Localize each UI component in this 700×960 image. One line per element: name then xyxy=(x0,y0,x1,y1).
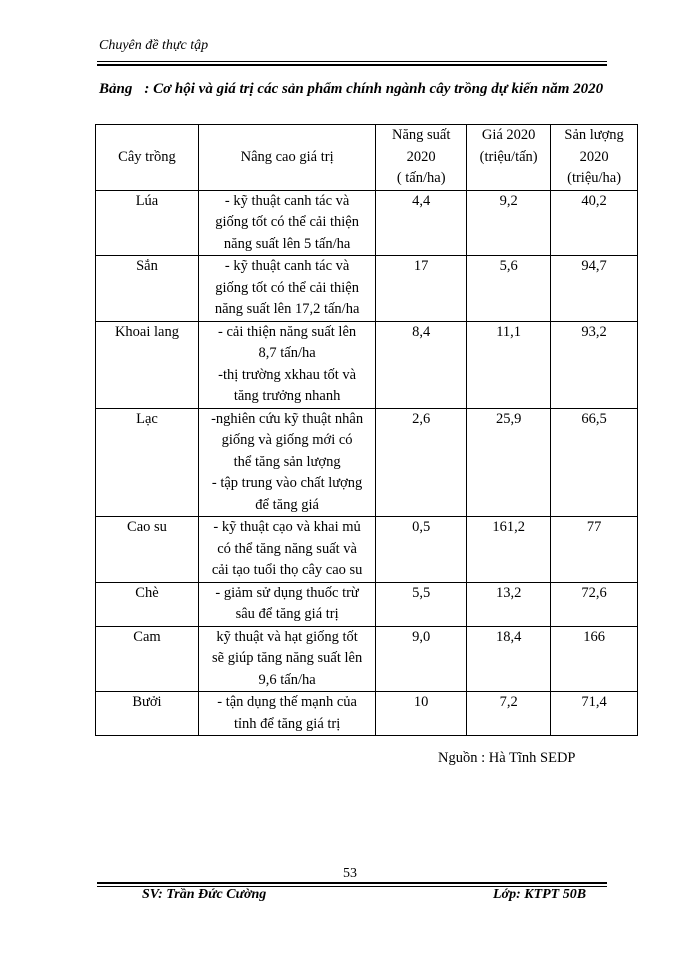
table-row xyxy=(96,190,638,256)
value-add-line: -nghiên cứu kỹ thuật nhân xyxy=(211,410,364,427)
cell-price: 25,9 xyxy=(467,408,551,517)
running-header-title: Chuyên đề thực tập xyxy=(99,38,209,53)
value-add-line: - cải thiện năng suất lên xyxy=(218,323,357,340)
value-add-line: - tập trung vào chất lượng xyxy=(211,475,363,491)
cell-output: 94,7 xyxy=(551,256,638,322)
value-add-line: sẽ giúp tăng năng suất lên xyxy=(212,650,363,666)
value-add-line: sâu để tăng giá trị xyxy=(235,606,339,622)
value-add-line: tỉnh để tăng giá trị xyxy=(233,715,341,732)
cell-crop: Cao su xyxy=(96,517,199,583)
cell-output: 66,5 xyxy=(551,408,638,517)
value-add-line: - giảm sử dụng thuốc trừ xyxy=(215,584,359,601)
cell-output: 77 xyxy=(551,517,638,583)
cell-crop: Bưởi xyxy=(96,692,199,736)
table-row xyxy=(96,517,638,583)
value-add-line: - kỹ thuật cạo và khai mủ xyxy=(213,519,361,535)
table-row xyxy=(96,256,638,322)
cell-value-add xyxy=(198,692,375,736)
cell-output: 93,2 xyxy=(551,321,638,408)
cell-crop: Chè xyxy=(96,582,199,626)
table-row xyxy=(96,321,638,408)
table-caption xyxy=(99,79,619,100)
header-price-line: (triệu/tấn) xyxy=(479,148,538,165)
value-add-line: giống tốt có thể cải thiện xyxy=(215,214,359,230)
value-add-line: giống và giống mới có xyxy=(221,432,353,448)
cell-value-add xyxy=(198,190,375,256)
cell-yield: 0,5 xyxy=(376,517,467,583)
value-add-line: - kỹ thuật canh tác và xyxy=(224,258,350,274)
table-row xyxy=(96,626,638,692)
source-note: Nguồn : Hà Tĩnh SEDP xyxy=(438,750,576,766)
cell-value-add xyxy=(198,626,375,692)
table-body xyxy=(96,190,638,736)
value-add-line: có thể tăng năng suất và xyxy=(217,540,357,557)
value-add-line: để tăng giá xyxy=(255,496,319,513)
cell-crop: Khoai lang xyxy=(96,321,199,408)
cell-crop: Sắn xyxy=(96,256,199,322)
value-add-line: 9,6 tấn/ha xyxy=(258,671,316,688)
header-price xyxy=(467,125,551,191)
cell-output: 40,2 xyxy=(551,190,638,256)
cell-yield: 8,4 xyxy=(376,321,467,408)
cell-output: 166 xyxy=(551,626,638,692)
value-add-line: - kỹ thuật canh tác và xyxy=(224,192,350,209)
cell-crop: Cam xyxy=(96,626,199,692)
crop-value-table xyxy=(95,124,638,736)
cell-price: 5,6 xyxy=(467,256,551,322)
cell-price: 9,2 xyxy=(467,190,551,256)
page-number: 53 xyxy=(343,866,357,881)
value-add-line: -thị trường xkhau tốt và xyxy=(218,366,357,383)
value-add-line: tăng trưởng nhanh xyxy=(233,388,341,404)
header-output-line: (triệu/ha) xyxy=(567,170,622,186)
header-yield-line: ( tấn/ha) xyxy=(396,170,446,186)
header-output-line: Sản lượng xyxy=(564,127,624,143)
footer-rule-thick xyxy=(97,882,607,884)
cell-value-add xyxy=(198,582,375,626)
header-yield xyxy=(376,125,467,191)
cell-price: 11,1 xyxy=(467,321,551,408)
value-add-line: giống tốt có thể cải thiện xyxy=(215,279,359,296)
table-row xyxy=(96,408,638,517)
cell-value-add xyxy=(198,256,375,322)
cell-output: 72,6 xyxy=(551,582,638,626)
value-add-line: năng suất lên 17,2 tấn/ha xyxy=(214,301,360,317)
cell-price: 18,4 xyxy=(467,626,551,692)
cell-value-add xyxy=(198,408,375,517)
cell-price: 13,2 xyxy=(467,582,551,626)
cell-crop: Lúa xyxy=(96,190,199,256)
cell-price: 161,2 xyxy=(467,517,551,583)
header-value-add: Nâng cao giá trị xyxy=(198,125,375,191)
footer-class: Lớp: KTPT 50B xyxy=(493,887,587,902)
header-rule-thin xyxy=(97,61,607,62)
header-yield-line: Năng suất xyxy=(391,127,451,143)
header-output xyxy=(551,125,638,191)
table-row xyxy=(96,582,638,626)
header-rule-thick xyxy=(97,64,607,66)
value-add-line: cải tạo tuổi thọ cây cao su xyxy=(211,562,363,578)
header-yield-line: 2020 xyxy=(406,148,436,165)
value-add-line: kỹ thuật và hạt giống tốt xyxy=(216,628,358,645)
value-add-line: năng suất lên 5 tấn/ha xyxy=(223,235,351,252)
table-row xyxy=(96,692,638,736)
header-output-line: 2020 xyxy=(579,148,609,165)
cell-yield: 4,4 xyxy=(376,190,467,256)
cell-yield: 2,6 xyxy=(376,408,467,517)
cell-crop: Lạc xyxy=(96,408,199,517)
cell-output: 71,4 xyxy=(551,692,638,736)
cell-value-add xyxy=(198,517,375,583)
footer-student: SV: Trần Đức Cường xyxy=(142,887,267,902)
header-crop: Cây trồng xyxy=(96,125,199,191)
table-header-row xyxy=(96,125,638,191)
value-add-line: thể tăng sản lượng xyxy=(233,453,341,470)
caption-label: Bảng xyxy=(99,81,133,97)
value-add-line: 8,7 tấn/ha xyxy=(258,345,316,361)
caption-text: : Cơ hội và giá trị các sản phẩm chính ngành cây trồng dự kiến năm 2020 xyxy=(144,81,604,97)
cell-value-add xyxy=(198,321,375,408)
header-price-line: Giá 2020 xyxy=(481,127,536,143)
cell-yield: 5,5 xyxy=(376,582,467,626)
cell-price: 7,2 xyxy=(467,692,551,736)
cell-yield: 17 xyxy=(376,256,467,322)
cell-yield: 9,0 xyxy=(376,626,467,692)
cell-yield: 10 xyxy=(376,692,467,736)
value-add-line: - tận dụng thế mạnh của xyxy=(217,694,357,710)
